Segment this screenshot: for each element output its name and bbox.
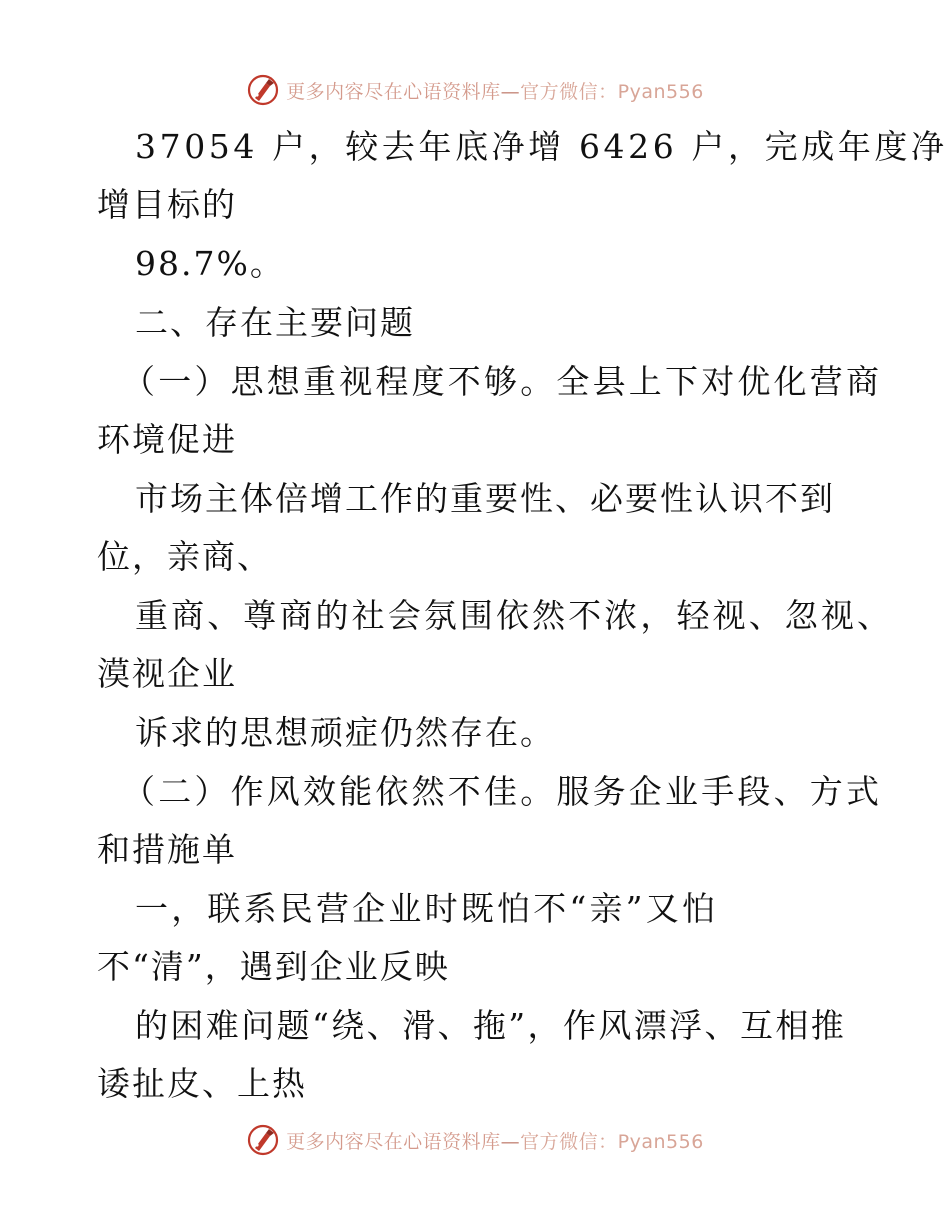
body-line: （一）思想重视程度不够。全县上下对优化营商 xyxy=(122,362,883,401)
footer-watermark-text: 更多内容尽在心语资料库—官方微信：Pyan556 xyxy=(286,1130,704,1153)
footer-watermark xyxy=(0,1120,950,1160)
body-line: 诉求的思想顽症仍然存在。 xyxy=(135,713,555,752)
section-heading: 二、存在主要问题 xyxy=(135,303,415,342)
body-line: 和措施单 xyxy=(97,830,237,869)
body-line: 增目标的 xyxy=(97,185,237,224)
header-watermark-text: 更多内容尽在心语资料库—官方微信：Pyan556 xyxy=(286,80,704,103)
body-line: 一，联系民营企业时既怕不“亲”又怕 xyxy=(135,889,719,928)
body-line: 市场主体倍增工作的重要性、必要性认识不到 xyxy=(135,479,835,518)
body-line: 98.7%。 xyxy=(135,244,285,283)
body-line: （二）作风效能依然不佳。服务企业手段、方式 xyxy=(122,772,883,811)
body-line: 诿扯皮、上热 xyxy=(97,1064,307,1103)
body-line: 漠视企业 xyxy=(97,654,237,693)
body-line: 37054 户，较去年底净增 6426 户，完成年度净 xyxy=(135,127,948,166)
body-line: 重商、尊商的社会氛围依然不浓，轻视、忽视、 xyxy=(135,596,894,635)
body-line: 不“清”，遇到企业反映 xyxy=(97,947,450,986)
body-line: 的困难问题“绕、滑、拖”，作风漂浮、互相推 xyxy=(135,1006,847,1045)
body-line: 环境促进 xyxy=(97,420,237,459)
body-line: 位，亲商、 xyxy=(97,537,272,576)
pen-nib-logo-icon xyxy=(246,1123,280,1157)
